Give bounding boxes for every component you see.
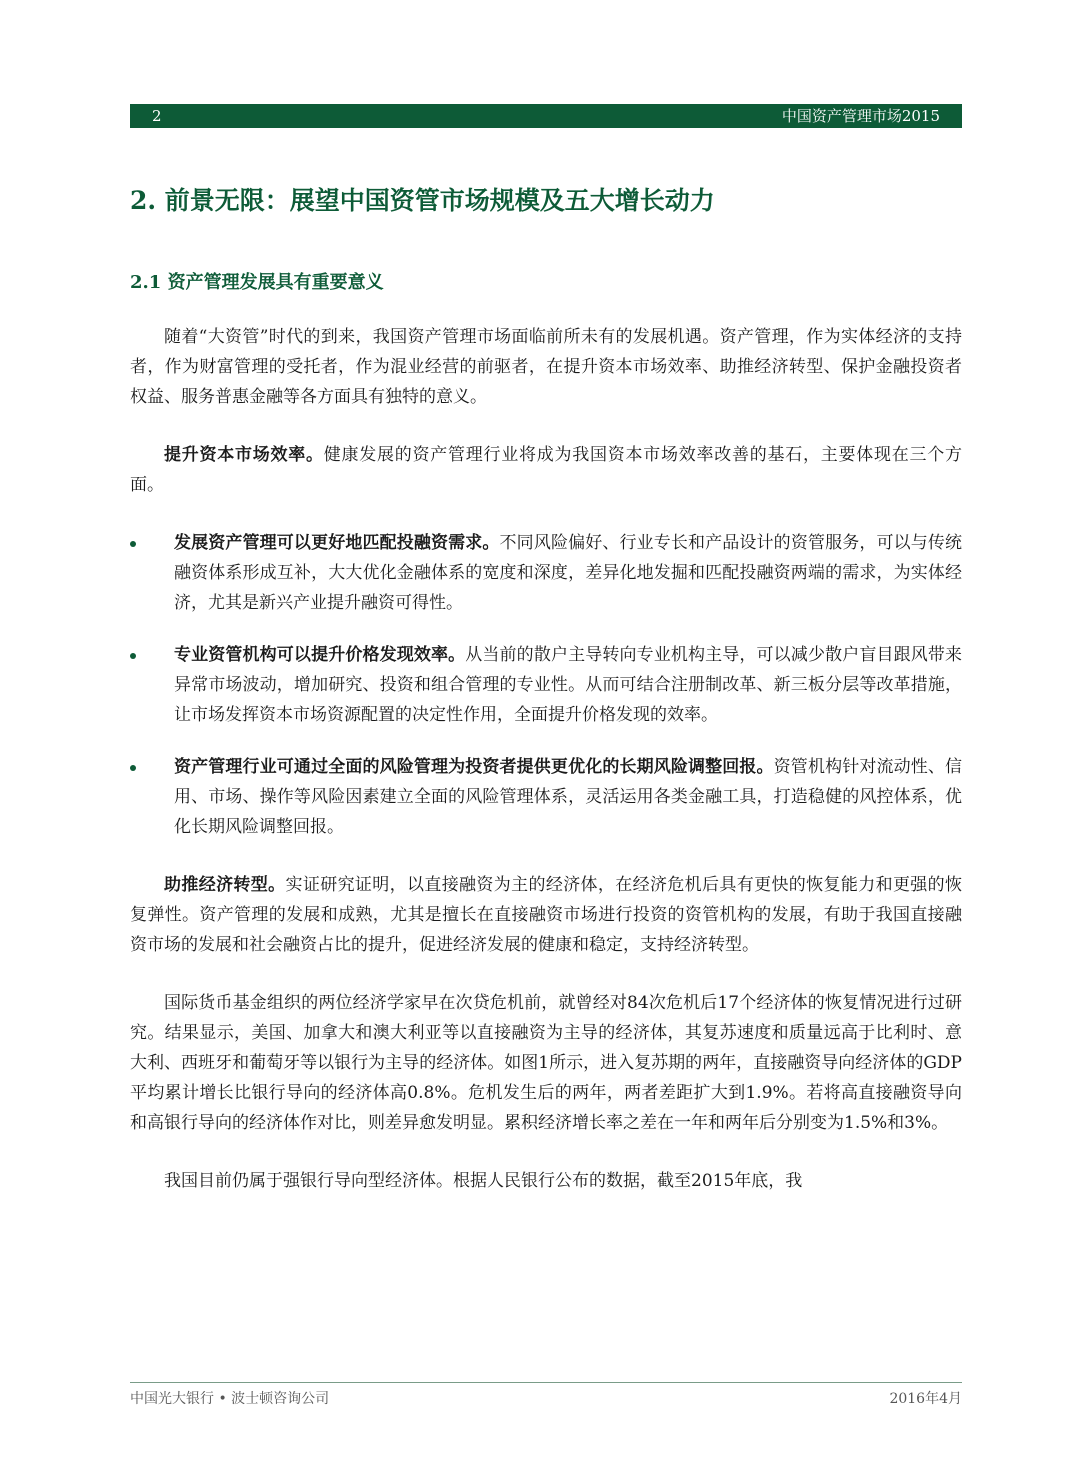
bullet-lead: 资产管理行业可通过全面的风险管理为投资者提供更优化的长期风险调整回报。 — [174, 757, 774, 777]
footer-divider — [130, 1382, 962, 1383]
bullet-text: 从当前的散户主导转向专业机构主导，可以减少散户盲目跟风带来异常市场波动，增加研究、投资和组合管理的专业性。从而可结合注册制改革、新三板分层等改革措施，让市场发挥资本市场资源配置的决定性作用，全面提升价格发现的效率。 — [174, 645, 963, 725]
imf-research-paragraph: 国际货币基金组织的两位经济学家早在次贷危机前，就曾经对84次危机后17个经济体的恢复情况进行过研究。结果显示，美国、加拿大和澳大利亚等以直接融资为主导的经济体，其复苏速度和质量远高于比利时、意大利、西班牙和葡萄牙等以银行为主导的经济体。如图1所示，进入复苏期的两年，直接融资导向经济体的GDP平均累计增长比银行导向的经济体高0.8%。危机发生后的两年，两者差距扩大到1.9%。若将高直接融资导向和高银行导向的经济体作对比，则差异愈发明显。累积经济增长率之差在一年和两年后分别变为1.5%和3%。 — [130, 993, 962, 1133]
economic-transition-paragraph — [130, 870, 962, 960]
page-number: 2 — [152, 107, 162, 125]
subsection-title: 2.1 资产管理发展具有重要意义 — [130, 272, 384, 293]
list-item — [130, 528, 962, 618]
section-title: 2. 前景无限：展望中国资管市场规模及五大增长动力 — [130, 186, 715, 215]
list-item — [130, 752, 962, 842]
body-content — [130, 322, 962, 1196]
bullet-dot-icon — [130, 653, 136, 659]
bullet-dot-icon — [130, 765, 136, 771]
list-item — [130, 640, 962, 730]
economic-transition-lead: 助推经济转型。 — [164, 875, 286, 895]
capital-market-text: 健康发展的资产管理行业将成为我国资本市场效率改善的基石，主要体现在三个方面。 — [130, 445, 962, 495]
bullet-lead: 发展资产管理可以更好地匹配投融资需求。 — [174, 533, 500, 553]
china-status-paragraph: 我国目前仍属于强银行导向型经济体。根据人民银行公布的数据，截至2015年底，我 — [164, 1171, 803, 1191]
intro-paragraph: 随着“大资管”时代的到来，我国资产管理市场面临前所未有的发展机遇。资产管理，作为实体经济的支持者，作为财富管理的受托者，作为混业经营的前驱者，在提升资本市场效率、助推经济转型、保护金融投资者权益、服务普惠金融等各方面具有独特的意义。 — [130, 327, 962, 407]
header-bar — [130, 104, 962, 128]
bullet-dot-icon — [130, 541, 136, 547]
bullet-text: 不同风险偏好、行业专长和产品设计的资管服务，可以与传统融资体系形成互补，大大优化金融体系的宽度和深度，差异化地发掘和匹配投融资两端的需求，为实体经济，尤其是新兴产业提升融资可得性。 — [174, 533, 963, 613]
footer-publisher: 中国光大银行 • 波士顿咨询公司 — [130, 1391, 330, 1407]
capital-market-lead: 提升资本市场效率。 — [164, 445, 324, 465]
bullet-lead: 专业资管机构可以提升价格发现效率。 — [174, 645, 466, 665]
economic-transition-text: 实证研究证明，以直接融资为主的经济体，在经济危机后具有更快的恢复能力和更强的恢复弹性。资产管理的发展和成熟，尤其是擅长在直接融资市场进行投资的资管机构的发展，有助于我国直接融资市场的发展和社会融资占比的提升，促进经济发展的健康和稳定，支持经济转型。 — [130, 875, 963, 955]
footer-date: 2016年4月 — [889, 1391, 962, 1407]
document-title: 中国资产管理市场2015 — [781, 107, 940, 125]
capital-market-paragraph — [130, 440, 962, 500]
bullet-text: 资管机构针对流动性、信用、市场、操作等风险因素建立全面的风险管理体系，灵活运用各类金融工具，打造稳健的风控体系，优化长期风险调整回报。 — [174, 757, 963, 837]
